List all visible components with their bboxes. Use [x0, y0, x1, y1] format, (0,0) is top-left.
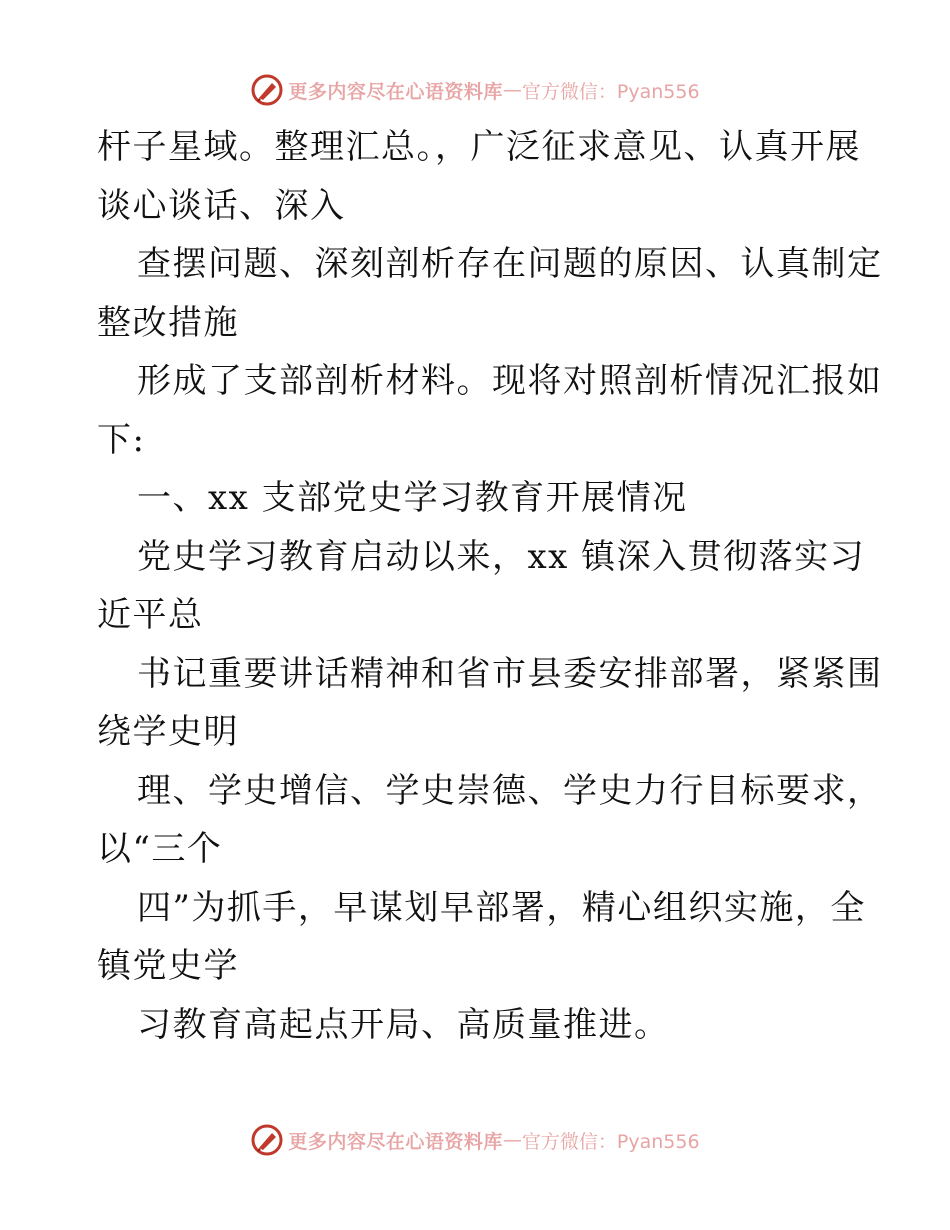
text-line: 查摆问题、深刻剖析存在问题的原因、认真制定	[137, 244, 883, 284]
text-line: 形成了支部剖析材料。现将对照剖析情况汇报如	[137, 361, 883, 401]
text-line: 整改措施	[97, 302, 239, 343]
watermark-brand: 更多内容尽在心语资料库	[288, 80, 503, 103]
text-line: 理、学史增信、学史崇德、学史力行目标要求，	[137, 770, 883, 811]
text-line: 书记重要讲话精神和省市县委安排部署，紧紧围	[137, 653, 883, 694]
footer-watermark	[0, 1120, 950, 1160]
text-line: 习教育高起点开局、高质量推进。	[137, 1004, 670, 1045]
text-line: 镇党史学	[97, 946, 239, 986]
text-line: 近平总	[97, 595, 204, 635]
watermark-brand: 更多内容尽在心语资料库	[288, 1130, 503, 1153]
document-body	[97, 118, 883, 1054]
text-line: 杆子星域。整理汇总。，广泛征求意见、认真开展	[97, 127, 861, 167]
text-line: 谈心谈话、深入	[97, 185, 346, 226]
text-line: 以“三个	[97, 829, 223, 869]
text-line: 党史学习教育启动以来，xx 镇深入贯彻落实习	[137, 536, 866, 577]
pen-logo-icon	[250, 1123, 284, 1157]
pen-logo-icon	[250, 73, 284, 107]
text-line: 绕学史明	[97, 712, 239, 752]
header-watermark	[0, 70, 950, 110]
watermark-contact: 官方微信：Pyan556	[521, 1130, 700, 1153]
watermark-separator: —	[502, 1129, 522, 1151]
text-line: 四”为抓手，早谋划早部署，精心组织实施，全	[137, 887, 866, 928]
watermark-separator: —	[502, 79, 522, 101]
text-line: 下:	[97, 419, 146, 460]
watermark-contact: 官方微信：Pyan556	[521, 80, 700, 103]
text-line: 一、xx 支部党史学习教育开展情况	[137, 478, 688, 518]
